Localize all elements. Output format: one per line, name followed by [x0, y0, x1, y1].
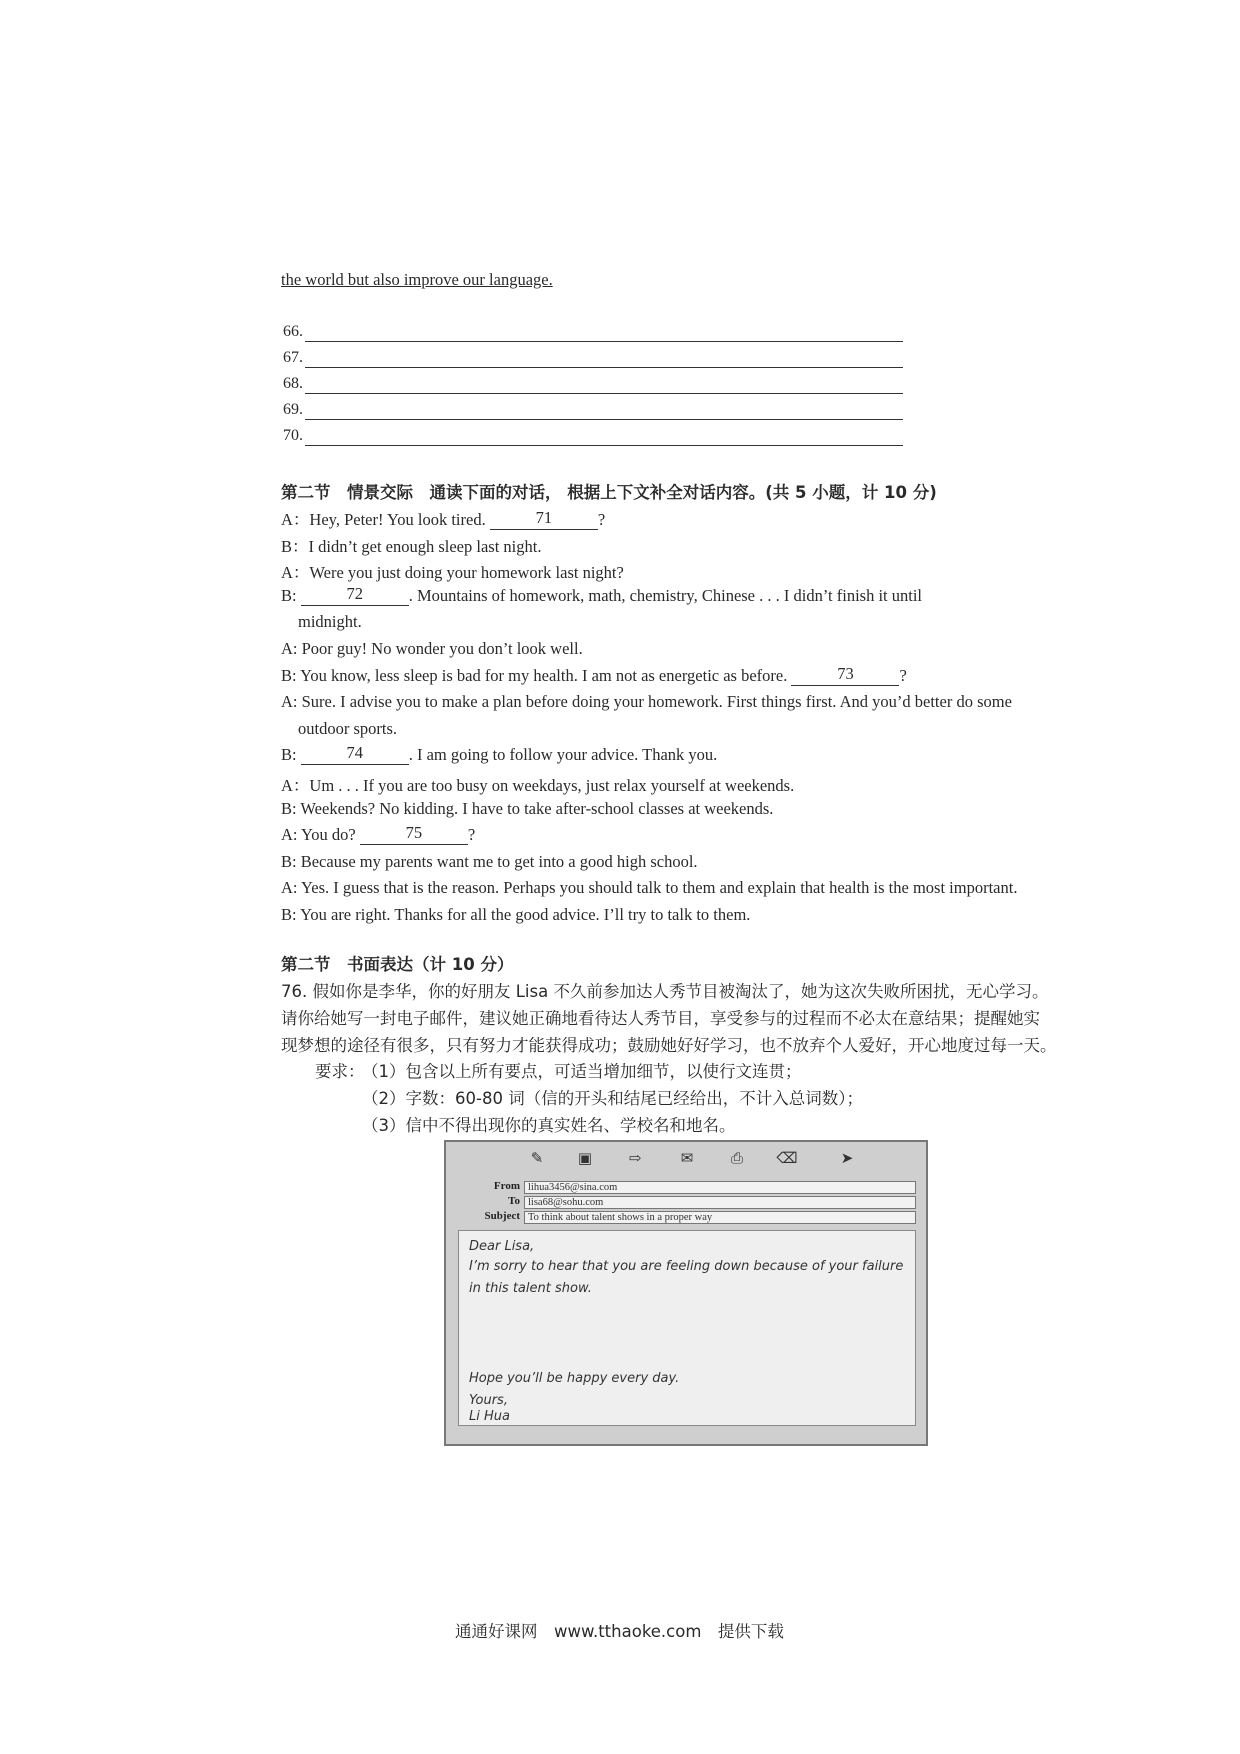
dialogue-line: [281, 559, 624, 583]
email-body: [458, 1230, 916, 1426]
subject-label: Subject: [484, 1210, 520, 1222]
email-line-2: in this talent show.: [469, 1281, 592, 1296]
answer-line: [283, 427, 903, 449]
from-label: From: [493, 1180, 520, 1192]
answer-line-number: 66.: [283, 323, 303, 340]
dialogue-blank[interactable]: [490, 508, 598, 530]
answer-line-number: 68.: [283, 375, 303, 392]
answer-line-number: 70.: [283, 427, 303, 444]
send-icon: ➤: [840, 1151, 854, 1167]
email-window: [444, 1140, 928, 1446]
subject-field: To think about talent shows in a proper way: [524, 1211, 916, 1224]
from-field: lihua3456@sina.com: [524, 1181, 916, 1194]
email-line-1: I’m sorry to hear that you are feeling down because of your failure: [469, 1259, 904, 1274]
blank-number: 75: [405, 823, 423, 843]
answer-line: [283, 323, 903, 345]
prompt-line-1: 76. 假如你是李华，你的好朋友 Lisa 不久前参加达人秀节目被淘汰了，她为这次失败所困扰，无心学习。: [281, 982, 1049, 1001]
dialogue-blank[interactable]: [791, 663, 899, 686]
dialogue-text: B:: [281, 585, 301, 605]
dialogue-text: A: You do?: [281, 825, 360, 845]
dialogue-text-after: ?: [597, 510, 606, 529]
email-greeting: Dear Lisa,: [469, 1239, 535, 1254]
forward-icon: ⇨: [628, 1151, 642, 1167]
dialogue-line: [281, 692, 1012, 712]
dialogue-text: A: Poor guy! No wonder you don’t look well.: [281, 639, 583, 658]
prompt-line-2: 请你给她写一封电子邮件，建议她正确地看待达人秀节目，享受参与的过程而不必太在意结果；提醒她实: [281, 1009, 1040, 1028]
footer: 通通好课网 www.tthaoke.com 提供下载: [455, 1622, 784, 1641]
to-label: To: [508, 1195, 520, 1207]
email-signature: Li Hua: [469, 1409, 510, 1424]
dialogue-line: [281, 639, 583, 659]
section2-heading: 第二节 情景交际 通读下面的对话， 根据上下文补全对话内容。(共 5 小题，计 10 分): [281, 483, 937, 502]
section3-heading: 第二节 书面表达（计 10 分）: [281, 955, 514, 974]
dialogue-text: A: Sure. I advise you to make a plan before doing your homework. First things first. And you’d better do some: [281, 692, 1012, 712]
blank-number: 71: [535, 508, 553, 527]
dialogue-text-after: . Mountains of homework, math, chemistry, Chinese . . . I didn’t finish it until: [408, 585, 922, 605]
answer-line: [283, 349, 903, 371]
dialogue-text-after: . I am going to follow your advice. Thank you.: [408, 745, 718, 765]
dialogue-text-after: ?: [899, 665, 907, 685]
dialogue-text: A：Hey, Peter! You look tired.: [281, 510, 490, 529]
dialogue-line: [281, 583, 922, 606]
answer-line-number: 67.: [283, 349, 303, 366]
answer-line-rule: [305, 341, 903, 342]
dialogue-line: [281, 852, 698, 872]
dialogue-line: [281, 799, 773, 819]
envelope-icon: ✉: [680, 1151, 694, 1167]
dialogue-text: B：I didn’t get enough sleep last night.: [281, 536, 542, 556]
dialogue-line: [281, 825, 475, 845]
top-text-line: the world but also improve our language.: [281, 270, 553, 289]
answer-line: [283, 401, 903, 423]
answer-line: [283, 375, 903, 397]
blank-number: 72: [346, 583, 363, 603]
requirement-3: （3）信中不得出现你的真实姓名、学校名和地名。: [362, 1116, 736, 1135]
dialogue-text: outdoor sports.: [298, 718, 397, 738]
dialogue-text: A：Um . . . If you are too busy on weekdays, just relax yourself at weekends.: [281, 776, 795, 795]
dialogue-line: [281, 533, 541, 557]
dialogue-line: [281, 878, 1017, 898]
prompt-line-3: 现梦想的途径有很多，只有努力才能获得成功；鼓励她好好学习，也不放弃个人爱好，开心地度过每一天。: [281, 1036, 1057, 1055]
dialogue-line: [298, 719, 397, 739]
blank-number: 74: [346, 743, 363, 763]
to-field: lisa68@sohu.com: [524, 1196, 916, 1209]
email-toolbar: [526, 1150, 906, 1172]
dialogue-text: B:: [281, 745, 301, 765]
trash-icon: ⌫: [776, 1151, 798, 1167]
dialogue-blank[interactable]: [301, 743, 409, 765]
dialogue-text: A: Yes. I guess that is the reason. Perhaps you should talk to them and explain that health is the most important.: [281, 878, 1018, 898]
answer-line-rule: [305, 419, 903, 420]
dialogue-line: [281, 905, 750, 925]
requirement-2: （2）字数：60-80 词（信的开头和结尾已经给出，不计入总词数）；: [362, 1089, 863, 1108]
dialogue-line: [281, 772, 794, 796]
dialogue-text: B: Because my parents want me to get into a good high school.: [281, 851, 698, 871]
answer-line-rule: [305, 393, 903, 394]
save-icon: ▣: [577, 1151, 593, 1167]
answer-line-rule: [305, 445, 903, 446]
blank-number: 73: [837, 663, 854, 683]
dialogue-text: B: You know, less sleep is bad for my health. I am not as energetic as before.: [281, 665, 792, 685]
dialogue-text: B: Weekends? No kidding. I have to take after-school classes at weekends.: [281, 798, 774, 818]
printer-icon: ⎙: [730, 1151, 743, 1167]
dialogue-line: [281, 506, 605, 530]
email-closing: Hope you’ll be happy every day.: [469, 1371, 680, 1386]
dialogue-blank[interactable]: [360, 823, 468, 845]
pencil-icon: ✎: [530, 1151, 544, 1167]
dialogue-text: A：Were you just doing your homework last night?: [281, 563, 624, 583]
dialogue-text: B: You are right. Thanks for all the good advice. I’ll try to talk to them.: [281, 905, 751, 924]
dialogue-line: [281, 663, 907, 686]
dialogue-line: [298, 612, 362, 632]
answer-line-number: 69.: [283, 401, 303, 418]
dialogue-line: [281, 745, 717, 765]
requirement-1: （1）包含以上所有要点，可适当增加细节，以使行文连贯；: [362, 1062, 802, 1081]
requirements-label: 要求：: [315, 1062, 365, 1081]
dialogue-text-after: ?: [467, 825, 476, 845]
dialogue-blank[interactable]: [301, 583, 409, 606]
answer-line-rule: [305, 367, 903, 368]
dialogue-text: midnight.: [298, 612, 362, 632]
email-signoff: Yours,: [469, 1393, 508, 1408]
